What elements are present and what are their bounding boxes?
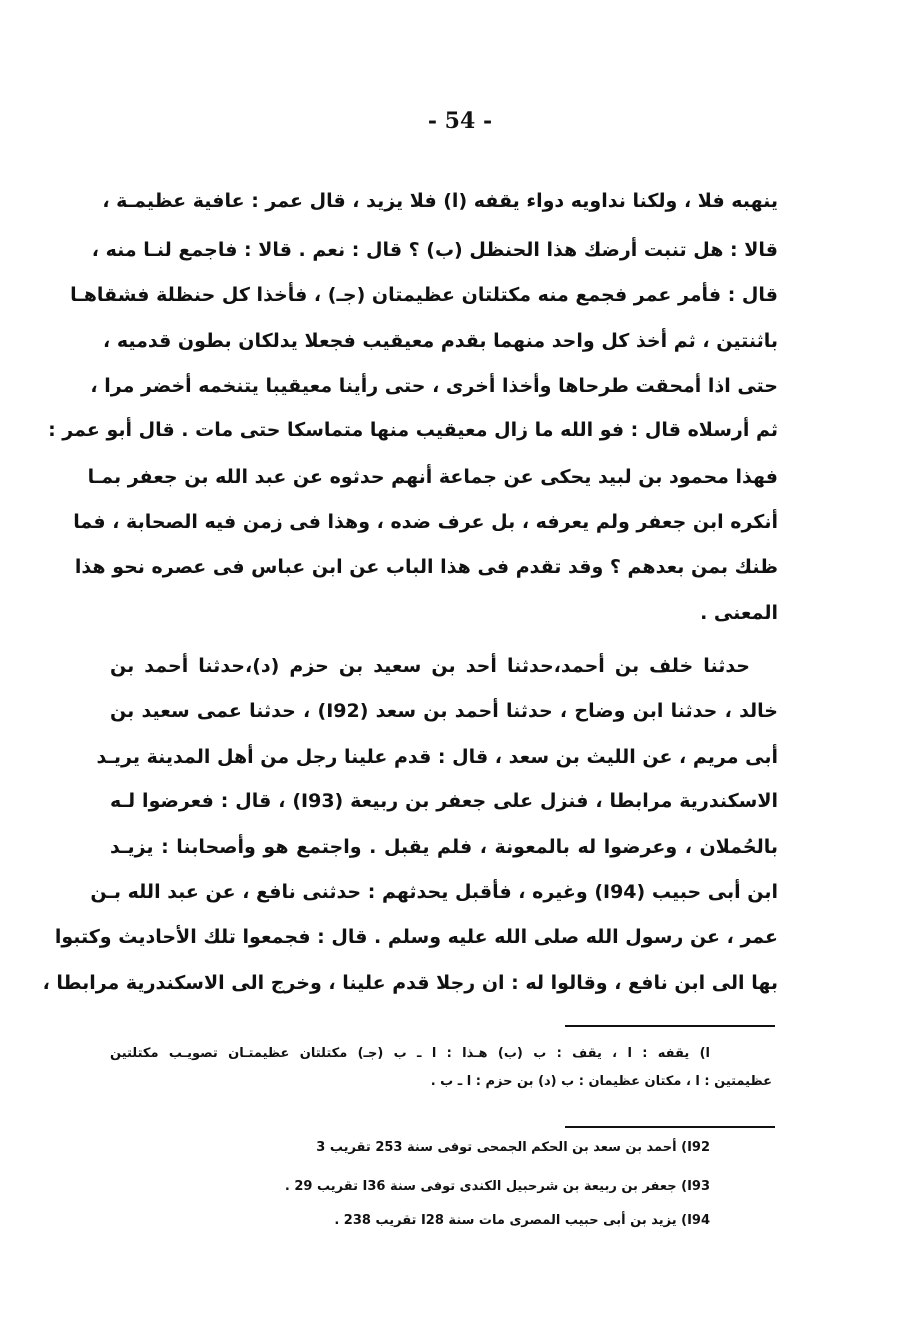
- text-line: أبى مريم ، عن الليث بن سعد ، قال : قدم علينا رجل من أهل المدينة يريـد: [96, 746, 778, 768]
- text-line: المعنى .: [700, 602, 778, 624]
- text-line: الاسكندرية مرابطا ، فنزل على جعفر بن ربيعة (I93) ، قال : فعرضوا لـه: [110, 790, 778, 812]
- text-line: قالا : هل تنبت أرضك هذا الحنظل (ب) ؟ قال : نعم . قالا : فاجمع لنـا منه ،: [91, 239, 778, 261]
- text-line: ينهبه فلا ، ولكنا نداويه دواء يقفه (ا) فلا يزيد ، قال عمر : عافية عظيمـة ،: [102, 190, 778, 212]
- text-line: ثم أرسلاه قال : فو الله ما زال معيقيب منها متماسكا حتى مات . قال أبو عمر :: [48, 419, 778, 441]
- text-line: بالحُملان ، وعرضوا له بالمعونة ، فلم يقبل . واجتمع هو وأصحابنا : يزيـد: [110, 836, 778, 858]
- text-line: خالد ، حدثنا ابن وضاح ، حدثنا أحمد بن سعد (I92) ، حدثنا عمى سعيد بن: [110, 700, 779, 722]
- bio-note-line: I92) أحمد بن سعد بن الحكم الجمحى توفى سنة 253 تقريب 3: [316, 1140, 710, 1155]
- text-line: قال : فأمر عمر فجمع منه مكتلتان عظيمتان (جـ) ، فأخذا كل حنظلة فشقاهـا: [70, 284, 778, 306]
- text-line: عمر ، عن رسول الله صلى الله عليه وسلم . قال : فجمعوا تلك الأحاديث وكتبوا: [54, 926, 778, 948]
- page-number: - 54 -: [427, 108, 493, 134]
- text-line: أنكره ابن جعفر ولم يعرفه ، بل عرف ضده ، وهذا فى زمن فيه الصحابة ، فما: [73, 511, 778, 533]
- text-line: حتى اذا أمحقت طرحاها وأخذا أخرى ، حتى رأينا معيقيبا يتنخمه أخضر مرا ،: [90, 375, 778, 397]
- footnote-divider: [565, 1025, 775, 1027]
- variant-note-line: عظيمتين : ا ، مكتان عظيمان : ب (د) بن حزم : ا ـ ب .: [430, 1074, 772, 1089]
- bio-note-line: I94) يزيد بن أبى حبيب المصرى مات سنة I28 تقريب 238 .: [334, 1213, 710, 1228]
- bio-note-line: I93) جعفر بن ربيعة بن شرحبيل الكندى توفى سنة I36 تقريب 29 .: [284, 1179, 710, 1194]
- text-line: فهذا محمود بن لبيد يحكى عن جماعة أنهم حدثوه عن عبد الله بن جعفر بمـا: [87, 466, 778, 488]
- text-line: ظنك بمن بعدهم ؟ وقد تقدم فى هذا الباب عن ابن عباس فى عصره نحو هذا: [74, 556, 778, 578]
- text-line: ابن أبى حبيب (I94) وغيره ، فأقبل يحدثهم : حدثنى نافع ، عن عبد الله بـن: [90, 881, 778, 903]
- text-line: بها الى ابن نافع ، وقالوا له : ان رجلا قدم علينا ، وخرج الى الاسكندرية مرابطا ،: [42, 972, 778, 994]
- footnote-divider: [565, 1126, 775, 1128]
- variant-note-line: ا) يقفه : ا ، يقف : ب (ب) هـذا : ا ـ ب (جـ) مكتلتان عظيمتـان تصويـب مكتلتين: [110, 1046, 710, 1061]
- text-line: حدثنا خلف بن أحمد،حدثنا أحد بن سعيد بن حزم (د)،حدثنا أحمد بن: [110, 655, 750, 677]
- text-line: باثنتين ، ثم أخذ كل واحد منهما بقدم معيقيب فجعلا يدلكان بطون قدميه ،: [102, 330, 778, 352]
